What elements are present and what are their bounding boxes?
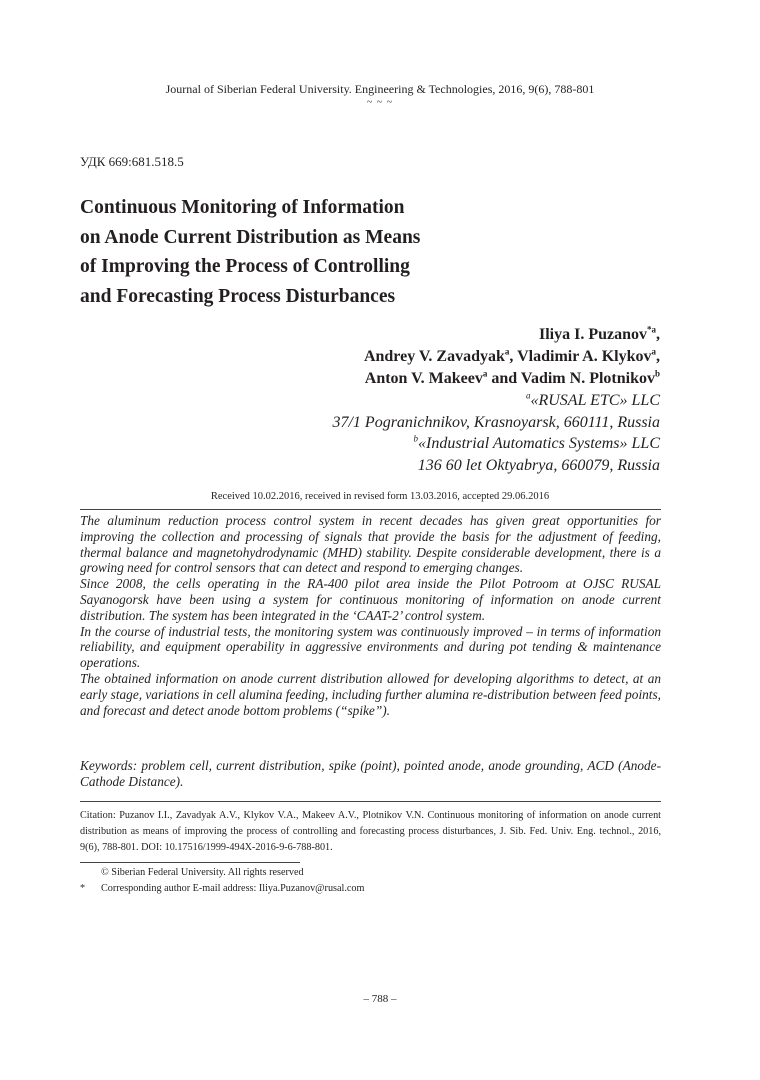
- author-separator: ,: [509, 348, 514, 365]
- corresponding-author-note: [80, 881, 364, 897]
- footnote-divider: [80, 862, 300, 863]
- keywords: Keywords: problem cell, current distribution, spike (point), pointed anode, anode grounding, ACD (Anode-Cathode Distance).: [80, 758, 661, 789]
- affiliation-name: «Industrial Automatics Systems» LLC: [418, 435, 660, 452]
- author-separator: and: [487, 370, 521, 387]
- journal-header: Journal of Siberian Federal University. Engineering & Technologies, 2016, 9(6), 788-801: [165, 82, 595, 96]
- divider: [80, 801, 661, 802]
- title-line: Continuous Monitoring of Information: [80, 197, 405, 218]
- author-name: Vladimir A. Klykov: [517, 348, 652, 365]
- author-name: Vadim N. Plotnikov: [520, 370, 655, 387]
- abstract-paragraph: The obtained information on anode current distribution allowed for developing algorithms to detect, at an early stage, variations in cell alumina feeding, including further alumina re-distribution between feed points, and forecast and detect anode bottom problems (“spike”).: [80, 670, 661, 718]
- author-line: [364, 324, 660, 346]
- author-name: Iliya I. Puzanov: [538, 326, 647, 343]
- author-affiliation-mark: a: [482, 368, 488, 379]
- udc-code: УДК 669:681.518.5: [80, 154, 184, 169]
- affiliation-mark: a: [525, 390, 531, 401]
- author-affiliation-mark: a: [651, 346, 656, 357]
- affiliation-mark: b: [413, 433, 419, 444]
- author-affiliation-mark: b: [654, 368, 660, 379]
- corresponding-author-text: Corresponding author E-mail address: Iliya.Puzanov@rusal.com: [101, 883, 365, 894]
- page-number: – 788 –: [363, 993, 397, 1005]
- affiliation-name: «RUSAL ETC» LLC: [530, 392, 660, 409]
- divider: [80, 509, 661, 510]
- affiliation-b-name: [332, 433, 660, 455]
- affiliation-a-name: [332, 390, 660, 412]
- abstract-paragraph: The aluminum reduction process control system in recent decades has given great opportunities for improving the collection and processing of signals that provide the basis for the adjustment of feeding, thermal balance and magnetohydrodynamic (MHD) stability. Despite considerable development, there is a growing need for control sensors that can detect and respond to emerging changes.: [80, 513, 661, 576]
- affiliation-a-address: 37/1 Pogranichnikov, Krasnoyarsk, 660111, Russia: [332, 413, 660, 431]
- footnotes: [80, 865, 364, 897]
- affiliations: [332, 390, 660, 476]
- header-ornament: ~ ~ ~: [366, 97, 394, 108]
- received-dates: Received 10.02.2016, received in revised form 13.03.2016, accepted 29.06.2016: [210, 491, 550, 502]
- author-list: [364, 324, 660, 390]
- abstract: [80, 513, 661, 718]
- copyright-notice: © Siberian Federal University. All rights reserved: [101, 867, 304, 878]
- title-line: on Anode Current Distribution as Means: [80, 226, 421, 248]
- title-line: of Improving the Process of Controlling: [80, 256, 410, 277]
- title-line: and Forecasting Process Disturbances: [80, 285, 396, 307]
- paper-title: [80, 193, 420, 311]
- author-line: [364, 368, 660, 390]
- author-line: [364, 346, 660, 368]
- footnote-mark: *: [80, 883, 86, 894]
- author-name: Anton V. Makeev: [364, 370, 483, 387]
- affiliation-b-address: 136 60 let Oktyabrya, 660079, Russia: [417, 456, 660, 474]
- author-affiliation-mark: *a: [647, 324, 656, 335]
- author-separator: ,: [656, 348, 660, 365]
- citation: Citation: Puzanov I.I., Zavadyak A.V., Klykov V.A., Makeev A.V., Plotnikov V.N. Continuous monitoring of information on anode current distribution as means of improving the process of controlling and forecasting process disturbances, J. Sib. Fed. Univ. Eng. technol., 2016, 9(6), 788-801. DOI: 10.17516/1999-494X-2016-9-6-788-801.: [80, 810, 661, 853]
- author-separator: ,: [656, 326, 660, 343]
- abstract-paragraph: In the course of industrial tests, the monitoring system was continuously improved – in terms of information reliability, and equipment operability in aggressive environments and during pot tending & maintenance operations.: [80, 623, 661, 671]
- abstract-paragraph: Since 2008, the cells operating in the RA-400 pilot area inside the Pilot Potroom at OJSC RUSAL Sayanogorsk have been using a system for continuous monitoring of information on anode current distribution. The system has been integrated in the ‘CAAT-2’ control system.: [80, 576, 661, 623]
- author-name: Andrey V. Zavadyak: [363, 348, 505, 365]
- author-affiliation-mark: a: [504, 346, 510, 357]
